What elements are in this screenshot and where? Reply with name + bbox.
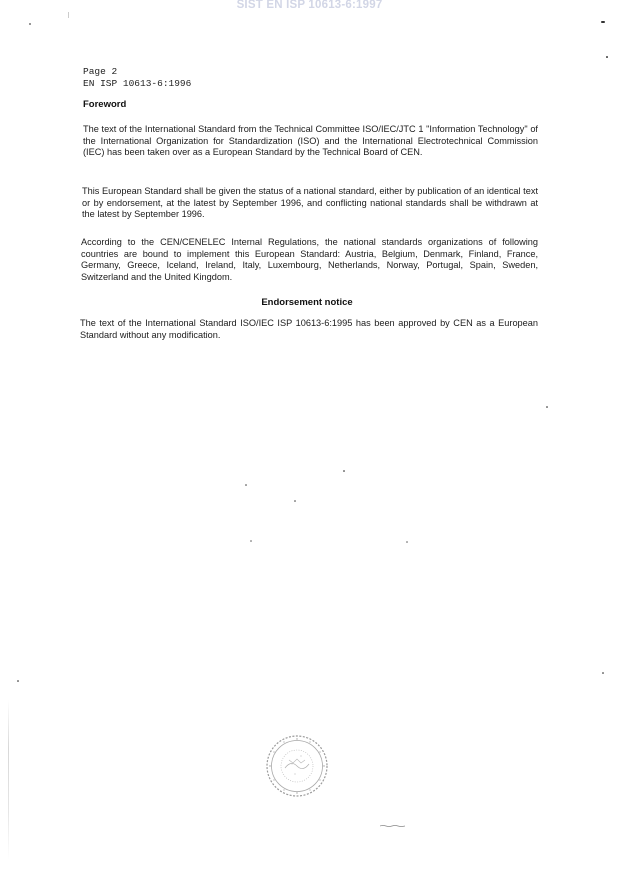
scan-margin-line [8, 700, 9, 860]
scan-speck [343, 470, 345, 472]
scan-speck [406, 541, 408, 543]
foreword-paragraph-2: This European Standard shall be given the status of a national standard, either by publication of an identical text or by endorsement, at the latest by September 1996, and conflicting national standards shall be withdrawn at the latest by September 1996. [82, 186, 538, 220]
watermark: SIST EN ISP 10613-6:1997 [236, 0, 383, 11]
page-header [83, 66, 191, 90]
scan-speck [606, 56, 608, 58]
page-number: Page 2 [83, 66, 118, 77]
scan-speck [29, 23, 31, 25]
official-stamp-icon [265, 734, 329, 798]
scan-speck [294, 500, 296, 502]
scan-speck [68, 12, 69, 18]
scan-speck [17, 680, 19, 682]
endorsement-text: The text of the International Standard ISO/IEC ISP 10613-6:1995 has been approved by CEN as a European Standard without any modification. [80, 318, 538, 340]
foreword-paragraph-1: The text of the International Standard from the Technical Committee ISO/IEC/JTC 1 "Information Technology" of the International Organization for Standardization (ISO) and the International Electrotechnical Commission (IEC) has been taken over as a European Standard by the Technical Board of CEN. [83, 124, 538, 158]
scan-speck [245, 484, 247, 486]
document-reference: EN ISP 10613-6:1996 [83, 78, 192, 89]
scan-speck [250, 540, 252, 542]
pencil-mark [380, 824, 406, 828]
scan-speck [601, 21, 605, 23]
foreword-heading: Foreword [83, 99, 127, 110]
foreword-paragraph-3: According to the CEN/CENELEC Internal Regulations, the national standards organizations of following countries are bound to implement this European Standard: Austria, Belgium, Denmark, Finland, France, Germany, Greece, Iceland, Ireland, Italy, Luxembourg, Netherlands, Norway, Portugal, Spain, Sweden, Switzerland and the United Kingdom. [81, 237, 538, 282]
endorsement-heading: Endorsement notice [261, 297, 353, 308]
scan-speck [546, 406, 548, 408]
scan-speck [602, 672, 604, 674]
